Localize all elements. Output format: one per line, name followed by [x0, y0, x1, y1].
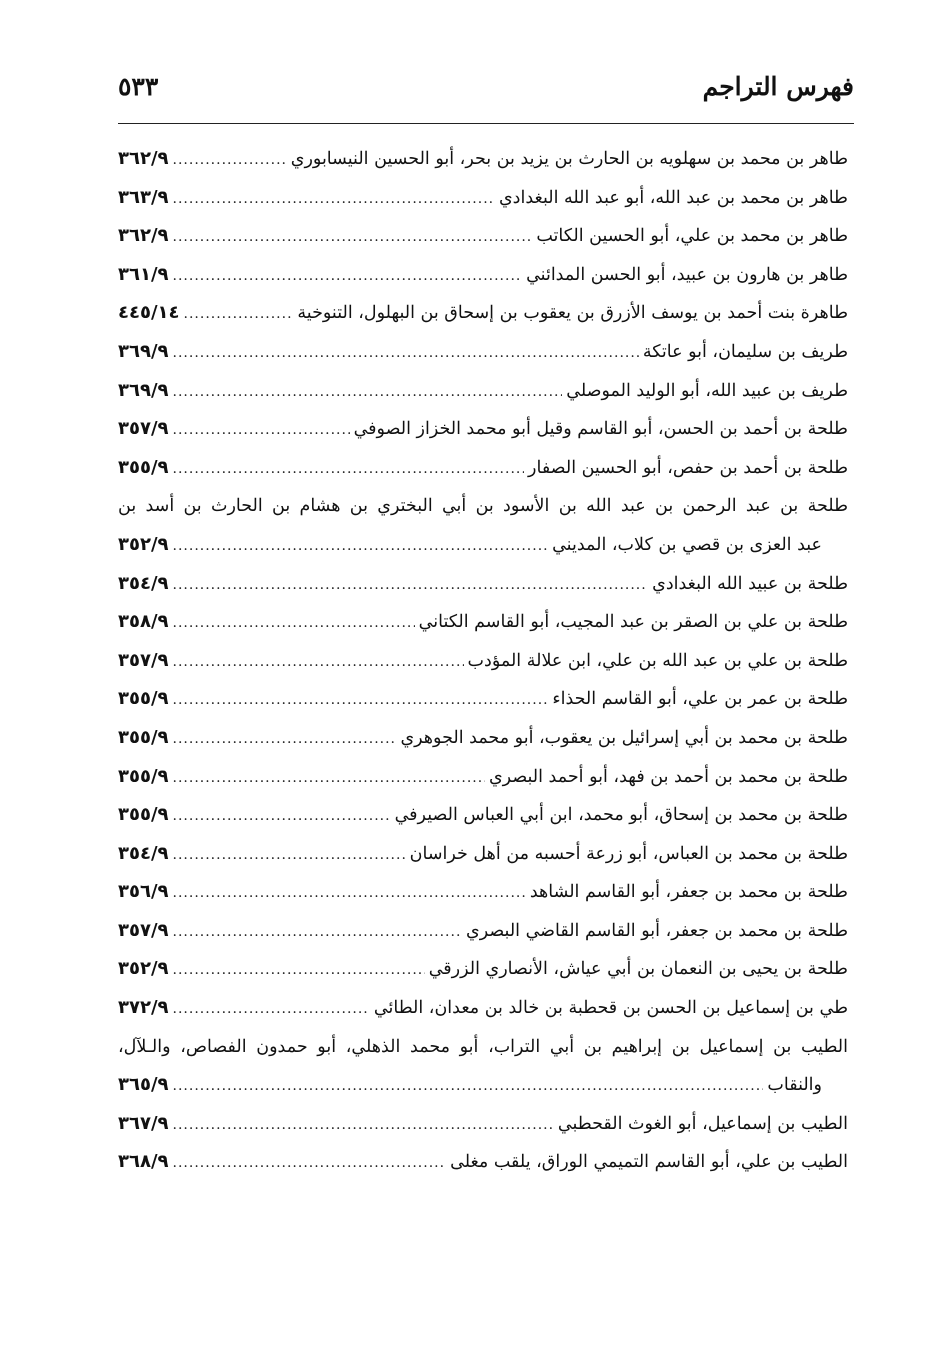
index-entry: [118, 873, 848, 912]
entry-name: طاهرة بنت أحمد بن يوسف الأزرق بن يعقوب بن إسحاق بن البهلول، التنوخية: [297, 303, 848, 324]
leader-dots: [173, 1106, 554, 1144]
leader-dots: [173, 180, 495, 218]
entry-name: طلحة بن محمد بن جعفر، أبو القاسم الشاهد: [529, 882, 848, 903]
entry-reference: ٣٥٦/٩: [118, 881, 169, 903]
index-entry: [118, 835, 848, 874]
entry-name: طلحة بن عمر بن علي، أبو القاسم الحذاء: [552, 689, 848, 710]
leader-dots: [173, 797, 391, 835]
entry-reference: ٣٦٧/٩: [118, 1112, 169, 1134]
index-entry: [118, 294, 848, 333]
entry-name: طلحة بن أحمد بن الحسن، أبو القاسم وقيل أبو محمد الخزاز الصوفي: [353, 419, 848, 440]
index-entry: [118, 796, 848, 835]
index-entry: [118, 603, 848, 642]
entry-reference: ٣٦٢/٩: [118, 225, 169, 247]
entry-reference: ٣٦٨/٩: [118, 1151, 169, 1173]
leader-dots: [173, 1067, 764, 1105]
leader-dots: [173, 759, 485, 797]
index-entry: [118, 680, 848, 719]
leader-dots: [173, 141, 287, 179]
index-entry-multiline: [118, 487, 848, 564]
leader-dots: [173, 604, 415, 642]
index-entry: [118, 256, 848, 295]
index-entry: [118, 989, 848, 1028]
entry-reference: ٣٧٢/٩: [118, 997, 169, 1019]
index-entry: [118, 1105, 848, 1144]
entry-reference: ٣٥٤/٩: [118, 572, 169, 594]
entry-name: طلحة بن محمد بن أبي إسرائيل بن يعقوب، أبو محمد الجوهري: [400, 727, 848, 748]
entry-reference: ٣٥٢/٩: [118, 533, 169, 555]
entry-reference: ٣٦٩/٩: [118, 340, 169, 362]
leader-dots: [173, 720, 397, 758]
index-entry: [118, 449, 848, 488]
leader-dots: [173, 643, 464, 681]
biography-index-list: [118, 140, 848, 1182]
header-rule: [118, 123, 854, 124]
entry-reference: ٤٤٥/١٤: [118, 302, 180, 324]
entry-reference: ٣٥٤/٩: [118, 842, 169, 864]
entry-name: الطيب بن علي، أبو القاسم التميمي الوراق، يلقب مغلى: [450, 1152, 848, 1173]
leader-dots: [173, 836, 406, 874]
entry-name: طاهر بن محمد بن سهلويه بن الحارث بن يزيد بن بحر، أبو الحسين النيسابوري: [290, 149, 848, 169]
leader-dots: [173, 951, 425, 989]
index-entry: [118, 950, 848, 989]
page-title: فهرس التراجم: [702, 72, 854, 101]
entry-reference: ٣٥٢/٩: [118, 958, 169, 980]
entry-name: طي بن إسماعيل بن الحسن بن قحطبة بن خالد بن معدان، الطائي: [373, 998, 848, 1019]
entry-name: طلحة بن علي بن الصقر بن عبد المجيب، أبو القاسم الكتاني: [418, 612, 848, 633]
leader-dots: [173, 527, 549, 565]
leader-dots: [173, 566, 649, 604]
entry-reference: ٣٥٧/٩: [118, 649, 169, 671]
entry-reference: ٣٥٧/٩: [118, 919, 169, 941]
entry-reference: ٣٥٥/٩: [118, 688, 169, 710]
entry-name-continuation: والنقاب: [767, 1075, 822, 1096]
leader-dots: [173, 373, 563, 411]
entry-name: طلحة بن محمد بن إسحاق، أبو محمد، ابن أبي العباس الصيرفي: [394, 805, 848, 826]
leader-dots: [173, 874, 526, 912]
index-entry: [118, 1143, 848, 1182]
entry-name: طلحة بن أحمد بن حفص، أبو الحسين الصفار: [528, 457, 848, 478]
entry-name: طاهر بن هارون بن عبيد، أبو الحسن المدائني: [526, 264, 848, 285]
entry-name: طريف بن عبيد الله، أبو الوليد الموصلي: [566, 380, 848, 401]
leader-dots: [173, 334, 639, 372]
entry-name-continuation: عبد العزى بن قصي بن كلاب، المديني: [552, 534, 822, 555]
index-entry: [118, 410, 848, 449]
page-number: ٥٣٣: [118, 72, 159, 101]
leader-dots: [173, 257, 523, 295]
index-entry: [118, 179, 848, 218]
index-entry: [118, 140, 848, 179]
page-header: [118, 66, 854, 114]
index-entry: [118, 912, 848, 951]
entry-name: طاهر بن محمد بن عبد الله، أبو عبد الله البغدادي: [498, 187, 848, 208]
index-entry: [118, 719, 848, 758]
entry-name: طلحة بن محمد بن أحمد بن فهد، أبو أحمد البصري: [488, 766, 848, 787]
entry-reference: ٣٥٥/٩: [118, 804, 169, 826]
entry-reference: ٣٥٧/٩: [118, 418, 169, 440]
entry-name: طاهر بن محمد بن علي، أبو الحسين الكاتب: [536, 226, 848, 247]
leader-dots: [173, 1144, 447, 1182]
entry-name: طريف بن سليمان، أبو عاتكة: [642, 341, 848, 362]
index-entry: [118, 642, 848, 681]
entry-name-first-line: طلحة بن عبد الرحمن بن عبد الله بن الأسود بن أبي البختري بن هشام بن الحارث بن أسد بن: [118, 496, 848, 517]
entry-reference: ٣٦٢/٩: [118, 148, 169, 169]
entry-reference: ٣٥٨/٩: [118, 611, 169, 633]
entry-name-first-line: الطيب بن إسماعيل بن إبراهيم بن أبي التراب، أبو محمد الذهلي، أبو حمدون الفصاص، والـلآل،: [118, 1036, 848, 1057]
leader-dots: [173, 990, 370, 1028]
entry-name: طلحة بن محمد بن العباس، أبو زرعة أحسبه من أهل خراسان: [409, 843, 848, 864]
leader-dots: [173, 913, 463, 951]
leader-dots: [173, 450, 525, 488]
entry-name: طلحة بن عبيد الله البغدادي: [652, 573, 848, 594]
index-entry: [118, 565, 848, 604]
index-entry: [118, 758, 848, 797]
index-entry-multiline: [118, 1028, 848, 1105]
entry-name: طلحة بن يحيى بن النعمان بن أبي عياش، الأنصاري الزرقي: [428, 959, 848, 980]
entry-reference: ٣٦١/٩: [118, 263, 169, 285]
entry-reference: ٣٦٥/٩: [118, 1074, 169, 1096]
entry-reference: ٣٦٣/٩: [118, 186, 169, 208]
entry-reference: ٣٥٥/٩: [118, 765, 169, 787]
index-entry: [118, 333, 848, 372]
entry-reference: ٣٦٩/٩: [118, 379, 169, 401]
leader-dots: [173, 681, 549, 719]
entry-name: طلحة بن علي بن عبد الله بن علي، ابن علالة المؤدب: [467, 650, 848, 671]
index-entry: [118, 217, 848, 256]
entry-reference: ٣٥٥/٩: [118, 456, 169, 478]
entry-name: الطيب بن إسماعيل، أبو الغوث القحطبي: [557, 1113, 848, 1134]
leader-dots: [173, 411, 350, 449]
entry-name: طلحة بن محمد بن جعفر، أبو القاسم القاضي البصري: [466, 920, 848, 941]
leader-dots: [184, 295, 294, 333]
entry-reference: ٣٥٥/٩: [118, 726, 169, 748]
index-entry: [118, 372, 848, 411]
leader-dots: [173, 218, 533, 256]
